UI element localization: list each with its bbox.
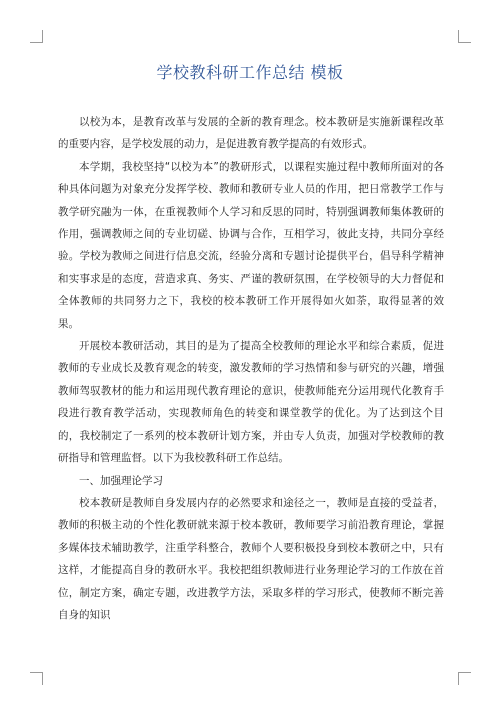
- document-body: [58, 111, 444, 626]
- page-corner-mark-bottom-left: [30, 672, 43, 685]
- paragraph-semester-summary: 本学期，我校坚持“以校为本”的教研形式，以课程实施过程中教师所面对的各种具体问题为对象充分发挥学校、教师和教研专业人员的作用，把日常教学工作与教学研究融为一体，在重视教师个人学习和反思的同时，特别强调教师集体教研的作用，强调教师之间的专业切磋、协调与合作，互相学习，彼此支持，共同分享经验。学校为教师之间进行信息交流，经验分离和专题讨论提供平台，倡导科学精神和实事求是的态度，营造求真、务实、严谨的教研氛围，在学校领导的大力督促和全体教师的共同努力之下，我校的校本教研工作开展得如火如荼，取得显著的效果。: [58, 160, 444, 330]
- page-corner-mark-top-right: [458, 30, 471, 43]
- paragraph-intro: 以校为本，是教育改革与发展的全新的教育理念。校本教研是实施新课程改革的重要内容，是学校发展的动力，是促进教育教学提高的有效形式。: [58, 116, 444, 151]
- page-corner-mark-top-left: [30, 30, 43, 43]
- page-corner-mark-bottom-right: [458, 672, 471, 685]
- section-heading: 一、加强理论学习: [79, 474, 163, 487]
- paragraph-theory-study: 校本教研是教师自身发展内存的必然要求和途径之一，教师是直接的受益者，教师的积极主动的个性化教研就来源于校本教研，教师要学习前沿教育理论，掌握多媒体技术辅助教学，注重学科整合，教师个人要积极投身到校本教研之中，只有这样，才能提高自身的教研水平。我校把组织教师进行业务理论学习的工作放在首位，制定方案，确定专题，改进教学方法，采取多样的学习形式，使教师不断完善自身的知识: [58, 496, 444, 621]
- paragraph-purpose: 开展校本教研活动，其目的是为了提高全校教师的理论水平和综合素质，促进教师的专业成长及教育观念的转变，激发教师的学习热情和参与研究的兴趣，增强教师驾驭教材的能力和运用现代教育理论的意识，使教师能充分运用现代化教育手段进行教育教学活动，实现教师角色的转变和课堂教学的优化。为了达到这个目的，我校制定了一系列的校本教研计划方案，并由专人负责，加强对学校教师的教研指导和管理监督。以下为我校教科研工作总结。: [58, 340, 444, 465]
- document-title: 学校教科研工作总结 模板: [156, 63, 344, 82]
